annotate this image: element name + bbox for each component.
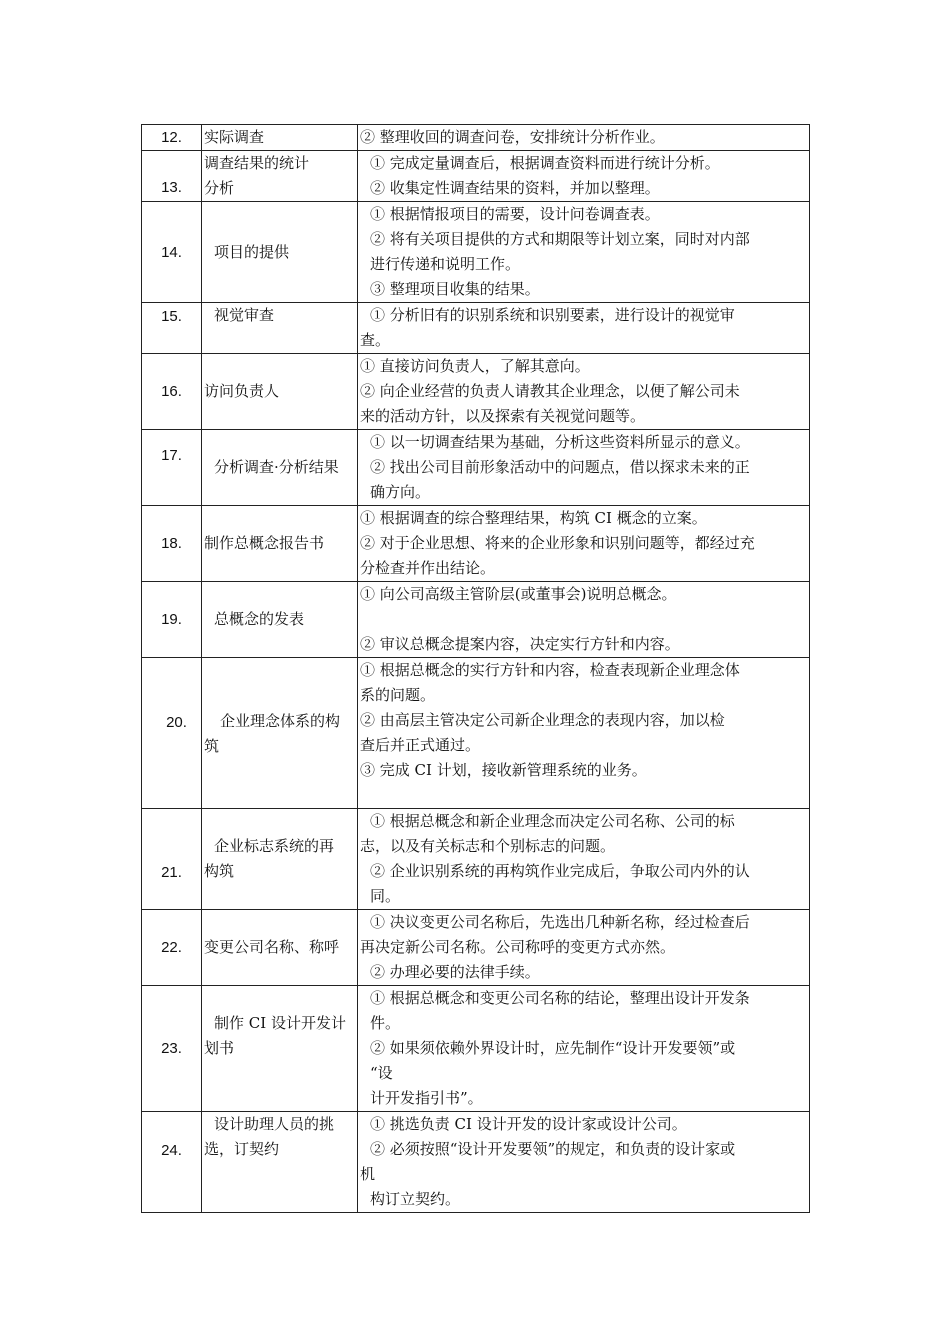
table-row: [142, 582, 810, 658]
step-title-line: 选，订契约: [204, 1140, 280, 1158]
step-title-line: 总概念的发表: [214, 610, 305, 628]
description-line: ② 收集定性调查结果的资料，并加以整理。: [370, 179, 660, 197]
step-number: [142, 658, 202, 809]
description-line: ② 将有关项目提供的方式和期限等计划立案，同时对内部: [370, 230, 750, 248]
table-row: [142, 506, 810, 582]
description-line: ② 办理必要的法律手续。: [370, 963, 540, 981]
description-line: ① 完成定量调查后，根据调查资料而进行统计分析。: [370, 154, 720, 172]
step-title: [202, 910, 358, 986]
table-row: [142, 151, 810, 202]
step-title-line: 筑: [204, 737, 220, 755]
step-title-line: 视觉审查: [214, 306, 275, 324]
step-title-line: 企业标志系统的再: [214, 837, 335, 855]
step-title-line: 划书: [204, 1039, 235, 1057]
step-number: [142, 303, 202, 354]
step-title-line: 变更公司名称、称呼: [204, 938, 340, 956]
step-number: [142, 151, 202, 202]
step-number-text: 24.: [161, 1142, 182, 1159]
step-description: [358, 506, 810, 582]
step-title: [202, 1112, 358, 1213]
step-title: [202, 202, 358, 303]
step-number: 23.: [142, 986, 202, 1112]
step-title-line: 制作总概念报告书: [204, 534, 325, 552]
step-number: 22.: [142, 910, 202, 986]
step-title: [202, 506, 358, 582]
step-title: [202, 582, 358, 658]
step-number-text: 20.: [166, 714, 187, 731]
step-title-line: 访问负责人: [204, 382, 280, 400]
step-title: [202, 809, 358, 910]
step-title-line: 调查结果的统计: [204, 154, 310, 172]
description-line: ① 直接访问负责人，了解其意向。: [360, 357, 590, 375]
table-row: [142, 202, 810, 303]
description-line: 来的活动方针，以及探索有关视觉问题等。: [360, 407, 646, 425]
step-title-line: 分析: [204, 179, 235, 197]
step-description: [358, 658, 810, 809]
description-line: 系的问题。: [360, 686, 436, 704]
step-number: 18.: [142, 506, 202, 582]
step-number-text: 17.: [161, 447, 182, 464]
description-line: 进行传递和说明工作。: [370, 255, 521, 273]
description-line: ③ 整理项目收集的结果。: [370, 280, 540, 298]
table-row: [142, 303, 810, 354]
step-number: 14.: [142, 202, 202, 303]
table-row: [142, 354, 810, 430]
step-title: [202, 303, 358, 354]
step-description: [358, 354, 810, 430]
description-line: ② 找出公司目前形象活动中的问题点，借以探求未来的正: [370, 458, 750, 476]
description-line: 件。: [370, 1014, 401, 1032]
description-line: ② 由高层主管决定公司新企业理念的表现内容，加以检: [360, 711, 725, 729]
table-row: [142, 430, 810, 506]
step-title: [202, 151, 358, 202]
step-description: [358, 151, 810, 202]
blank-line: [360, 607, 807, 632]
description-line: ② 对于企业思想、将来的企业形象和识别问题等，都经过充: [360, 534, 755, 552]
table-row: [142, 986, 810, 1112]
table-row: [142, 658, 810, 809]
step-number-text: 21.: [161, 864, 182, 881]
description-line: 同。: [370, 887, 401, 905]
step-number: [142, 809, 202, 910]
step-description: [358, 910, 810, 986]
description-line: ② 向企业经营的负责人请教其企业理念，以便了解公司未: [360, 382, 740, 400]
description-line: 分检查并作出结论。: [360, 559, 496, 577]
step-title-line: 制作 CI 设计开发计: [214, 1014, 346, 1032]
description-line: 志，以及有关标志和个别标志的问题。: [360, 837, 616, 855]
table-row: [142, 809, 810, 910]
description-line: ② 必须按照“设计开发要领”的规定，和负责的设计家或: [370, 1140, 736, 1158]
table-row: [142, 910, 810, 986]
step-title: [202, 986, 358, 1112]
description-line: ① 根据情报项目的需要，设计问卷调查表。: [370, 205, 660, 223]
step-description: [358, 809, 810, 910]
description-line: ① 分析旧有的识别系统和识别要素，进行设计的视觉审: [370, 306, 735, 324]
description-line: ① 根据总概念和变更公司名称的结论，整理出设计开发条: [370, 989, 750, 1007]
description-line: ① 挑选负责 CI 设计开发的设计家或设计公司。: [370, 1115, 687, 1133]
description-line: ① 向公司高级主管阶层(或董事会)说明总概念。: [360, 585, 677, 603]
step-description: [358, 202, 810, 303]
step-title: [202, 125, 358, 151]
step-title-line: 实际调查: [204, 128, 265, 146]
description-line: ② 整理收回的调查问卷，安排统计分析作业。: [360, 128, 665, 146]
description-line: 构订立契约。: [370, 1190, 461, 1208]
step-title: [202, 354, 358, 430]
ci-process-table: [141, 124, 810, 1213]
step-number: [142, 1112, 202, 1213]
step-description: [358, 125, 810, 151]
step-number: 19.: [142, 582, 202, 658]
description-line: ① 以一切调查结果为基础，分析这些资料所显示的意义。: [370, 433, 750, 451]
description-line: 再决定新公司名称。公司称呼的变更方式亦然。: [360, 938, 676, 956]
step-title-line: 构筑: [204, 862, 235, 880]
step-title-line: 设计助理人员的挑: [214, 1115, 335, 1133]
description-line: 确方向。: [370, 483, 431, 501]
step-description: [358, 430, 810, 506]
step-title-line: 项目的提供: [214, 242, 290, 261]
step-description: [358, 986, 810, 1112]
step-number: 16.: [142, 354, 202, 430]
table-row: [142, 1112, 810, 1213]
description-line: ① 根据总概念和新企业理念而决定公司名称、公司的标: [370, 812, 735, 830]
description-line: 机: [360, 1165, 376, 1183]
step-description: [358, 303, 810, 354]
description-line: 查后并正式通过。: [360, 736, 481, 754]
step-description: [358, 1112, 810, 1213]
step-title: [202, 658, 358, 809]
description-line: ① 决议变更公司名称后，先选出几种新名称，经过检查后: [370, 913, 750, 931]
step-title-line: 企业理念体系的构: [220, 712, 341, 730]
step-title: [202, 430, 358, 506]
description-line: ① 根据总概念的实行方针和内容，检查表现新企业理念体: [360, 661, 740, 679]
description-line: ② 企业识别系统的再构筑作业完成后，争取公司内外的认: [370, 862, 750, 880]
step-number-text: 15.: [161, 308, 182, 325]
description-line: ② 审议总概念提案内容，决定实行方针和内容。: [360, 635, 680, 653]
description-line: 查。: [360, 331, 391, 349]
description-line: “设: [370, 1064, 393, 1082]
step-description: [358, 582, 810, 658]
step-number: [142, 430, 202, 506]
step-title-line: 分析调查·分析结果: [214, 458, 339, 476]
table-row: [142, 125, 810, 151]
description-line: ③ 完成 CI 计划，接收新管理系统的业务。: [360, 761, 647, 779]
step-number-text: 13.: [161, 179, 182, 196]
description-line: ① 根据调查的综合整理结果，构筑 CI 概念的立案。: [360, 509, 707, 527]
description-line: 计开发指引书”。: [370, 1089, 483, 1107]
description-line: ② 如果须依赖外界设计时，应先制作“设计开发要领”或: [370, 1039, 736, 1057]
step-number: 12.: [142, 125, 202, 151]
